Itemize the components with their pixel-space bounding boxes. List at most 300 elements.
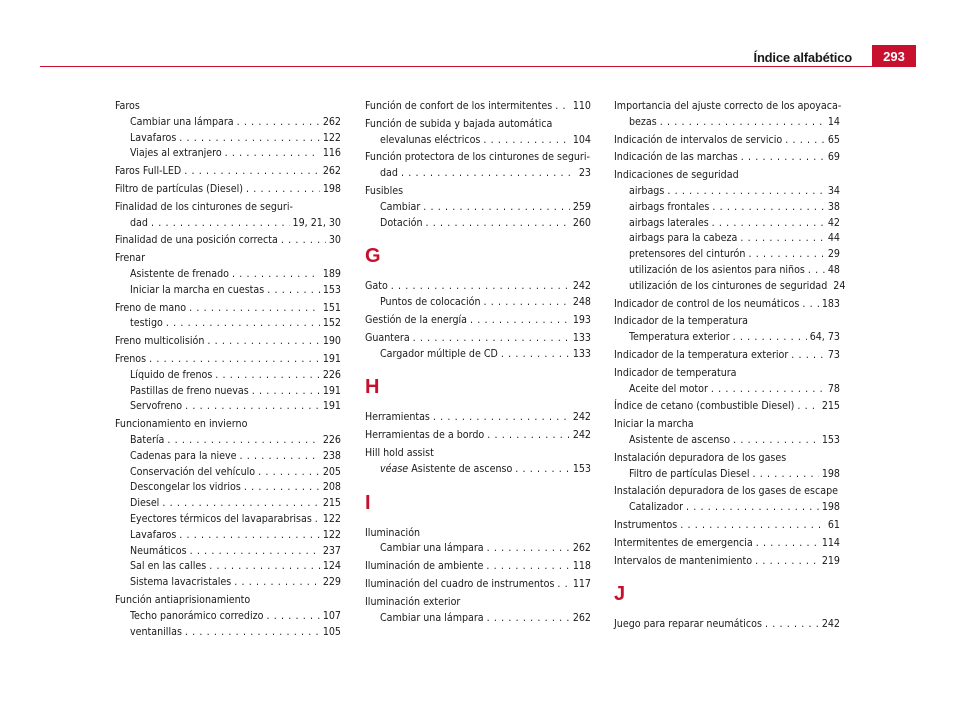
entry-text [130, 115, 234, 131]
index-line [614, 184, 840, 200]
page-reference: 42 [827, 216, 840, 229]
dot-leader [765, 617, 819, 633]
entry-text [629, 263, 805, 279]
entry-label: Instrumentos [614, 518, 678, 531]
index-entry [614, 617, 840, 633]
page-reference: 205 [322, 465, 341, 478]
page-reference: 208 [322, 481, 341, 494]
page-reference: 78 [827, 382, 840, 395]
dot-leader [686, 500, 819, 516]
page-reference: 117 [572, 577, 591, 590]
index-entry [614, 554, 840, 570]
entry-text [130, 609, 263, 625]
index-line [115, 399, 341, 415]
page-reference: 114 [821, 536, 840, 549]
dot-leader [185, 399, 320, 415]
page-reference: 65 [827, 133, 840, 146]
entry-text [130, 146, 222, 162]
dot-leader [470, 313, 570, 329]
index-entry [614, 536, 840, 552]
index-column-3 [614, 99, 846, 635]
index-line [115, 575, 341, 591]
dot-leader [244, 480, 320, 496]
index-line [365, 99, 591, 115]
entry-text [629, 500, 683, 516]
index-line [614, 216, 840, 232]
index-entry [365, 279, 591, 311]
page-reference: 24 [833, 279, 846, 292]
index-entry [115, 233, 341, 249]
entry-label: airbags laterales [629, 216, 709, 229]
dot-leader [151, 216, 290, 232]
index-line [365, 428, 591, 444]
index-entry [365, 446, 591, 478]
entry-label: Gestión de la energía [365, 313, 468, 326]
page-reference: 69 [827, 151, 840, 164]
page-reference: 198 [322, 182, 341, 195]
page-reference: 14 [827, 115, 840, 128]
index-line [115, 267, 341, 283]
page-reference: 124 [322, 560, 341, 573]
page-reference: 133 [572, 347, 591, 360]
section-letter: H [365, 376, 380, 399]
entry-label: elevalunas eléctricos [380, 133, 481, 146]
index-line [365, 313, 591, 329]
entry-heading: Instalación depuradora de los gases de escape [614, 485, 838, 498]
page-reference: 118 [572, 560, 591, 573]
entry-text [130, 559, 206, 575]
page-reference: 151 [322, 301, 341, 314]
index-line [115, 384, 341, 400]
index-entry [614, 168, 846, 294]
entry-label: Gato [365, 280, 388, 293]
index-line [614, 536, 840, 552]
header-rule [40, 66, 916, 67]
entry-text [130, 368, 212, 384]
dot-leader [240, 449, 320, 465]
index-entry [614, 297, 840, 313]
entry-text [365, 410, 430, 426]
entry-text [130, 575, 231, 591]
index-entry [614, 99, 840, 131]
entry-text [365, 428, 484, 444]
entry-text [365, 99, 552, 115]
page-reference: 189 [322, 267, 341, 280]
entry-text [380, 166, 398, 182]
entry-label: utilización de los asientos para niños [629, 263, 805, 276]
entry-text [629, 467, 750, 483]
dot-leader [315, 512, 320, 528]
index-line [115, 512, 341, 528]
dot-leader [733, 433, 819, 449]
section-letter: J [614, 583, 626, 606]
dot-leader [209, 559, 320, 575]
index-entry [115, 164, 341, 180]
index-entry [614, 348, 840, 364]
entry-label: Pastillas de freno nuevas [130, 384, 249, 397]
entry-text [365, 313, 467, 329]
index-line [115, 182, 341, 198]
index-line [365, 295, 591, 311]
index-entry [614, 399, 840, 415]
dot-leader [237, 115, 320, 131]
index-line [365, 331, 591, 347]
index-entry [365, 595, 591, 627]
entry-label: Iniciar la marcha en cuestas [130, 283, 265, 296]
entry-label: utilización de los cinturones de seguridad [629, 279, 828, 292]
entry-text [130, 480, 241, 496]
entry-label: Dotación [380, 216, 423, 229]
dot-leader [712, 200, 825, 216]
index-entry [365, 559, 591, 575]
index-column-1 [115, 99, 341, 642]
entry-label: Temperatura exterior [629, 331, 730, 344]
entry-text [115, 164, 181, 180]
index-line [614, 500, 840, 516]
index-entry [115, 417, 341, 591]
dot-leader [266, 609, 319, 625]
index-line [614, 150, 840, 166]
index-line [614, 330, 840, 346]
index-line [115, 301, 341, 317]
entry-text [130, 512, 312, 528]
entry-label: Herramientas de a bordo [365, 429, 485, 442]
page-reference: 198 [821, 467, 840, 480]
index-line [115, 115, 341, 131]
entry-label: Filtro de partículas Diesel [629, 467, 750, 480]
index-entry [115, 251, 341, 298]
entry-heading: Iluminación [365, 526, 421, 539]
index-line [365, 133, 591, 149]
page-reference: 191 [322, 384, 341, 397]
page-reference: 193 [572, 313, 591, 326]
entry-text [130, 496, 159, 512]
index-line [614, 279, 846, 295]
index-line [614, 200, 840, 216]
page-reference: 105 [322, 625, 341, 638]
index-line [365, 200, 591, 216]
dot-leader [234, 575, 320, 591]
index-entry [614, 366, 840, 398]
dot-leader [149, 352, 320, 368]
index-line [115, 449, 341, 465]
index-line [614, 617, 840, 633]
page-reference: 226 [322, 433, 341, 446]
entry-label: airbags frontales [629, 200, 710, 213]
section-letter: I [365, 491, 371, 514]
page-reference: 190 [322, 335, 341, 348]
index-line [614, 115, 840, 131]
page-reference: 153 [821, 433, 840, 446]
dot-leader [487, 428, 570, 444]
page-reference: 64, 73 [809, 331, 840, 344]
entry-text [629, 115, 657, 131]
entry-heading: Función de subida y bajada automática [365, 117, 553, 130]
entry-label: Finalidad de una posición correcta [115, 234, 278, 247]
see-reference: véase [380, 462, 409, 475]
entry-label: Indicador de la temperatura exterior [614, 348, 789, 361]
entry-text [130, 449, 237, 465]
entry-heading: Indicador de la temperatura [614, 315, 749, 328]
entry-label: Catalizador [629, 501, 684, 514]
dot-leader [184, 164, 320, 180]
dot-leader [501, 347, 570, 363]
page-reference: 104 [572, 133, 591, 146]
page-reference: 29 [827, 248, 840, 261]
entry-text [130, 433, 164, 449]
entry-heading: Importancia del ajuste correcto de los apoyaca- [614, 100, 842, 112]
page-reference: 23 [578, 167, 591, 180]
entry-label: Filtro de partículas (Diesel) [115, 182, 243, 195]
entry-text [614, 297, 799, 313]
index-line [614, 348, 840, 364]
page-reference: 215 [322, 497, 341, 510]
index-line [614, 467, 840, 483]
entry-text [380, 462, 512, 478]
entry-label: Descongelar los vidrios [130, 481, 241, 494]
page-reference: 191 [322, 352, 341, 365]
index-line [365, 166, 591, 182]
index-entry [115, 200, 341, 232]
dot-leader [258, 465, 320, 481]
dot-leader [712, 216, 825, 232]
entry-label: Sal en las calles [130, 560, 207, 573]
page-reference: 215 [821, 400, 840, 413]
index-line [115, 352, 341, 368]
page-reference: 61 [827, 518, 840, 531]
entry-label: airbags [629, 184, 665, 197]
dot-leader [225, 146, 320, 162]
entry-text [380, 216, 423, 232]
dot-leader [557, 577, 569, 593]
entry-label: Freno multicolisión [115, 335, 205, 348]
page-reference: 262 [572, 611, 591, 624]
entry-label: Iluminación del cuadro de instrumentos [365, 577, 555, 590]
index-entry [614, 150, 840, 166]
entry-text [365, 577, 554, 593]
dot-leader [162, 496, 319, 512]
index-entry [115, 182, 341, 198]
index-line [115, 368, 341, 384]
entry-text [115, 352, 146, 368]
entry-text [380, 200, 420, 216]
index-line [115, 465, 341, 481]
index-line [614, 399, 840, 415]
index-line [115, 609, 341, 625]
index-line [115, 316, 341, 332]
dot-leader [167, 433, 319, 449]
page-number-tab: 293 [872, 45, 916, 67]
entry-text [115, 301, 186, 317]
page-reference: 19, 21, 30 [292, 216, 341, 229]
dot-leader [179, 528, 320, 544]
index-entry [614, 451, 840, 483]
entry-text [614, 399, 794, 415]
entry-label: Cadenas para la nieve [130, 449, 237, 462]
index-line [115, 283, 341, 299]
dot-leader [711, 382, 825, 398]
entry-label: Cambiar una lámpara [380, 611, 484, 624]
page-reference: 38 [827, 200, 840, 213]
index-line [365, 611, 591, 627]
dot-leader [660, 115, 825, 131]
entry-label: dad [380, 167, 398, 180]
entry-text [130, 131, 176, 147]
dot-leader [487, 541, 570, 557]
index-line [614, 297, 840, 313]
entry-label: Batería [130, 433, 165, 446]
index-entry [614, 417, 840, 449]
page-reference: 183 [821, 297, 840, 310]
entry-heading: Indicaciones de seguridad [614, 169, 739, 182]
dot-leader [741, 150, 825, 166]
entry-text [614, 348, 788, 364]
dot-leader [232, 267, 320, 283]
dot-leader [190, 544, 320, 560]
page-reference: 262 [572, 542, 591, 555]
entry-text [115, 182, 243, 198]
entry-label: Intervalos de mantenimiento [614, 554, 753, 567]
entry-label: Indicador de control de los neumáticos [614, 297, 800, 310]
entry-heading: Finalidad de los cinturones de seguri- [115, 200, 293, 213]
page-reference: 237 [322, 544, 341, 557]
dot-leader [797, 399, 818, 415]
index-line [115, 528, 341, 544]
entry-label: testigo [130, 317, 163, 330]
entry-text [629, 279, 827, 295]
index-entry [115, 352, 341, 415]
index-entry [115, 593, 341, 640]
page-reference: 262 [322, 115, 341, 128]
entry-label: Aceite del motor [629, 382, 708, 395]
page-reference: 238 [322, 449, 341, 462]
entry-text [115, 233, 278, 249]
dot-leader [487, 611, 570, 627]
page-reference: 191 [322, 400, 341, 413]
entry-text [130, 384, 249, 400]
page-reference: 262 [322, 165, 341, 178]
page-reference: 44 [827, 232, 840, 245]
entry-label: Sistema lavacristales [130, 576, 232, 589]
entry-label: Eyectores térmicos del lavaparabrisas [130, 512, 312, 525]
entry-label: Viajes al extranjero [130, 147, 222, 160]
entry-label: dad [130, 216, 148, 229]
dot-leader [215, 368, 320, 384]
index-line [614, 231, 840, 247]
page-reference: 133 [572, 331, 591, 344]
index-line [115, 164, 341, 180]
dot-leader [185, 625, 320, 641]
index-line [365, 559, 591, 575]
index-line [115, 233, 341, 249]
entry-label: Cambiar [380, 200, 421, 213]
page-reference: 219 [821, 554, 840, 567]
page-reference: 242 [572, 429, 591, 442]
index-entry [365, 410, 591, 426]
index-line [614, 133, 840, 149]
index-line [614, 382, 840, 398]
index-line [365, 410, 591, 426]
dot-leader [680, 518, 825, 534]
index-entry [365, 526, 591, 558]
dot-leader [486, 559, 569, 575]
entry-heading: Instalación depuradora de los gases [614, 451, 787, 464]
index-entry [614, 518, 840, 534]
entry-text [130, 544, 187, 560]
dot-leader [391, 279, 570, 295]
entry-heading: Fusibles [365, 184, 404, 197]
entry-text [130, 316, 163, 332]
page-reference: 198 [821, 501, 840, 514]
entry-label: Índice de cetano (combustible Diesel) [614, 400, 795, 413]
entry-label: Asistente de ascenso [411, 462, 513, 475]
dot-leader [267, 283, 320, 299]
entry-text [365, 559, 483, 575]
index-entry [365, 150, 591, 182]
entry-text [130, 267, 229, 283]
entry-label: Indicación de las marchas [614, 151, 738, 164]
entry-text [629, 433, 730, 449]
dot-leader [515, 462, 570, 478]
index-line [365, 462, 591, 478]
dot-leader [426, 216, 570, 232]
entry-heading: Iniciar la marcha [614, 418, 694, 431]
entry-text [130, 216, 148, 232]
index-line [365, 541, 591, 557]
index-entry [614, 314, 840, 346]
entry-heading: Funcionamiento en invierno [115, 418, 248, 431]
dot-leader [252, 384, 320, 400]
section-title: Índice alfabético [753, 50, 852, 65]
index-entry [365, 99, 591, 115]
entry-text [629, 247, 745, 263]
dot-leader [166, 316, 320, 332]
entry-text [380, 133, 480, 149]
dot-leader [785, 133, 825, 149]
dot-leader [740, 231, 825, 247]
index-line [115, 496, 341, 512]
page-reference: 226 [322, 368, 341, 381]
entry-label: Cargador múltiple de CD [380, 347, 498, 360]
entry-label: Neumáticos [130, 544, 187, 557]
entry-heading: Faros [115, 100, 140, 112]
entry-label: Cambiar una lámpara [380, 542, 484, 555]
index-entry [115, 334, 341, 350]
entry-label: Conservación del vehículo [130, 465, 256, 478]
index-line [365, 279, 591, 295]
dot-leader [401, 166, 576, 182]
index-line [115, 544, 341, 560]
index-line [365, 577, 591, 593]
dot-leader [483, 133, 569, 149]
index-line [614, 554, 840, 570]
page-reference: 248 [572, 296, 591, 309]
entry-label: Diesel [130, 497, 160, 510]
entry-text [614, 150, 738, 166]
page-reference: 152 [322, 317, 341, 330]
index-entry [115, 99, 341, 162]
entry-text [365, 331, 410, 347]
index-line [614, 263, 840, 279]
dot-leader [733, 330, 807, 346]
entry-label: Faros Full-LED [115, 165, 182, 178]
dot-leader [246, 182, 320, 198]
entry-label: Frenos [115, 352, 147, 365]
page-reference: 48 [827, 263, 840, 276]
entry-label: airbags para la cabeza [629, 232, 738, 245]
index-line [115, 480, 341, 496]
entry-text [629, 330, 730, 346]
